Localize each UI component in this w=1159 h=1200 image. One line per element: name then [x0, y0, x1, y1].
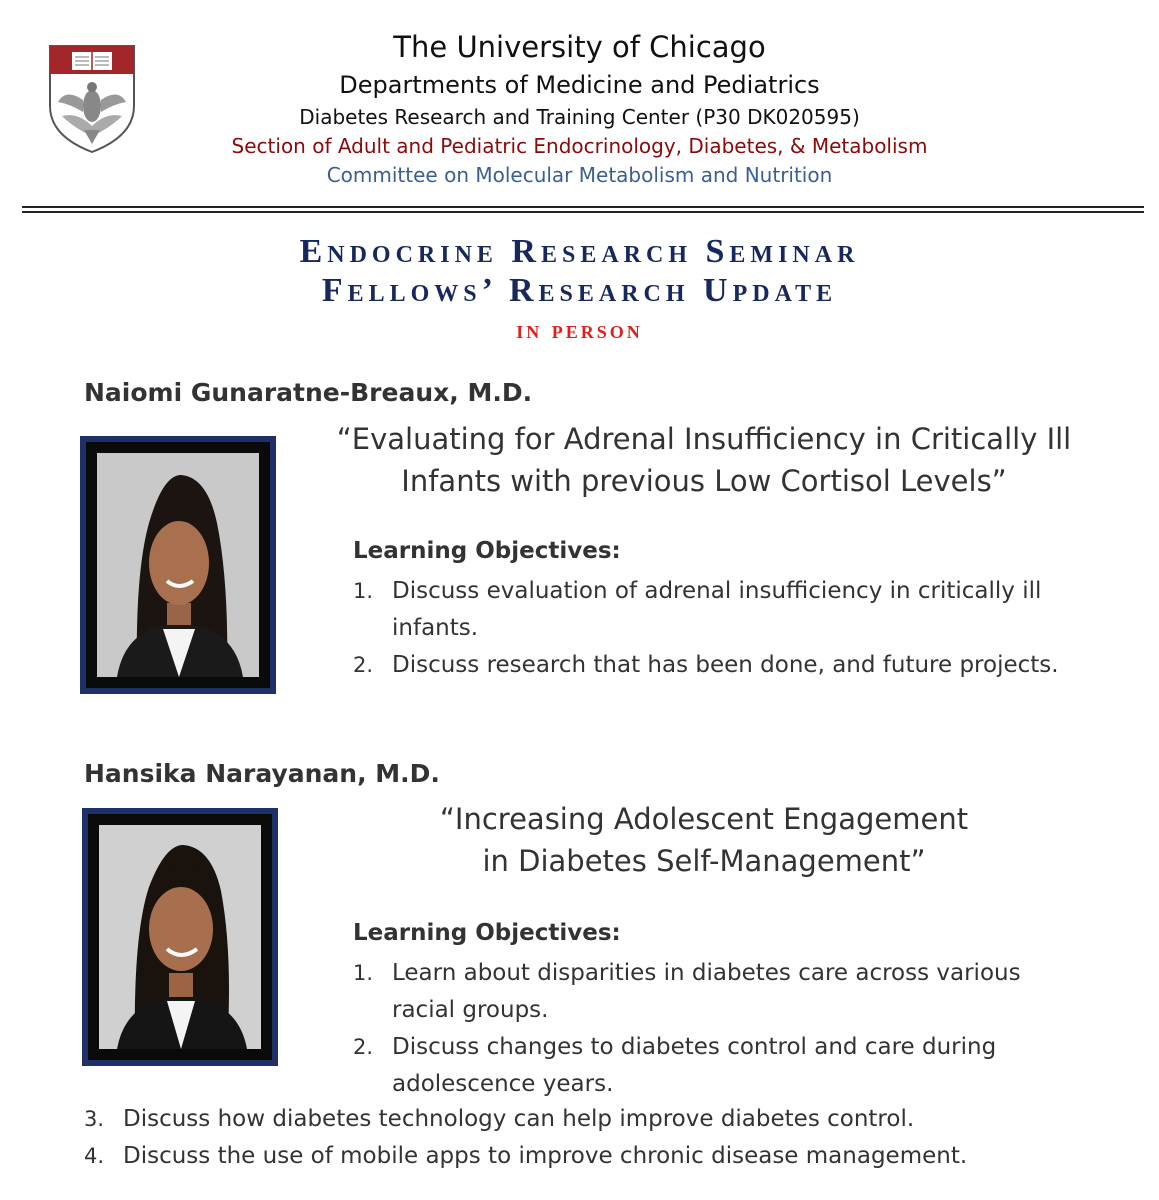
talk-title-line-2: Infants with previous Low Cortisol Levels”	[401, 464, 1007, 498]
objectives-heading: Learning Objectives:	[353, 920, 621, 946]
objectives-list	[353, 573, 1073, 684]
talk-title	[300, 798, 1108, 882]
objective-number: 2.	[353, 1035, 374, 1059]
speaker-photo	[97, 453, 259, 677]
speaker-photo-frame	[80, 436, 276, 694]
objectives-heading: Learning Objectives:	[353, 538, 621, 564]
talk-title	[300, 418, 1108, 502]
header-divider-top	[22, 206, 1144, 208]
seminar-mode: in person	[516, 315, 643, 344]
objective-text: Discuss research that has been done, and future projects.	[392, 652, 1059, 678]
objective-number: 2.	[353, 653, 374, 677]
objective-text: Discuss the use of mobile apps to improve chronic disease management.	[123, 1143, 968, 1169]
objective-text: Learn about disparities in diabetes care across various racial groups.	[392, 960, 1021, 1023]
university-name: The University of Chicago	[393, 30, 766, 64]
objective-text: Discuss how diabetes technology can help improve diabetes control.	[123, 1106, 915, 1132]
seminar-subtitle: Fellows’ Research Update	[321, 272, 838, 309]
speaker-name: Hansika Narayanan, M.D.	[84, 759, 440, 788]
speaker-photo-frame	[82, 808, 278, 1066]
committee-name: Committee on Molecular Metabolism and Nutrition	[326, 163, 833, 187]
header-divider-bottom	[22, 211, 1144, 213]
objective-number: 4.	[84, 1144, 105, 1168]
talk-title-line-1: “Increasing Adolescent Engagement	[439, 802, 969, 836]
objectives-list	[353, 955, 1078, 1103]
objectives-list-continued	[84, 1101, 1084, 1175]
talk-title-line-1: “Evaluating for Adrenal Insufficiency in Critically Ill	[336, 422, 1072, 456]
objective-item	[84, 1101, 1084, 1138]
talk-title-line-2: in Diabetes Self-Management”	[482, 844, 926, 878]
objective-item	[353, 955, 1078, 1029]
objective-item	[353, 1029, 1078, 1103]
objective-item	[353, 647, 1073, 684]
section-name: Section of Adult and Pediatric Endocrinology, Diabetes, & Metabolism	[231, 134, 928, 158]
seminar-title: Endocrine Research Seminar	[299, 233, 860, 270]
objective-text: Discuss changes to diabetes control and care during adolescence years.	[392, 1034, 997, 1097]
objective-number: 1.	[353, 961, 374, 985]
center-name: Diabetes Research and Training Center (P30 DK020595)	[299, 105, 860, 129]
objective-number: 3.	[84, 1107, 105, 1131]
objective-item	[353, 573, 1073, 647]
objective-number: 1.	[353, 579, 374, 603]
objective-item	[84, 1138, 1084, 1175]
departments: Departments of Medicine and Pediatrics	[339, 71, 820, 99]
speaker-name: Naiomi Gunaratne-Breaux, M.D.	[84, 378, 533, 407]
speaker-photo	[99, 825, 261, 1049]
objective-text: Discuss evaluation of adrenal insufficiency in critically ill infants.	[392, 578, 1042, 641]
